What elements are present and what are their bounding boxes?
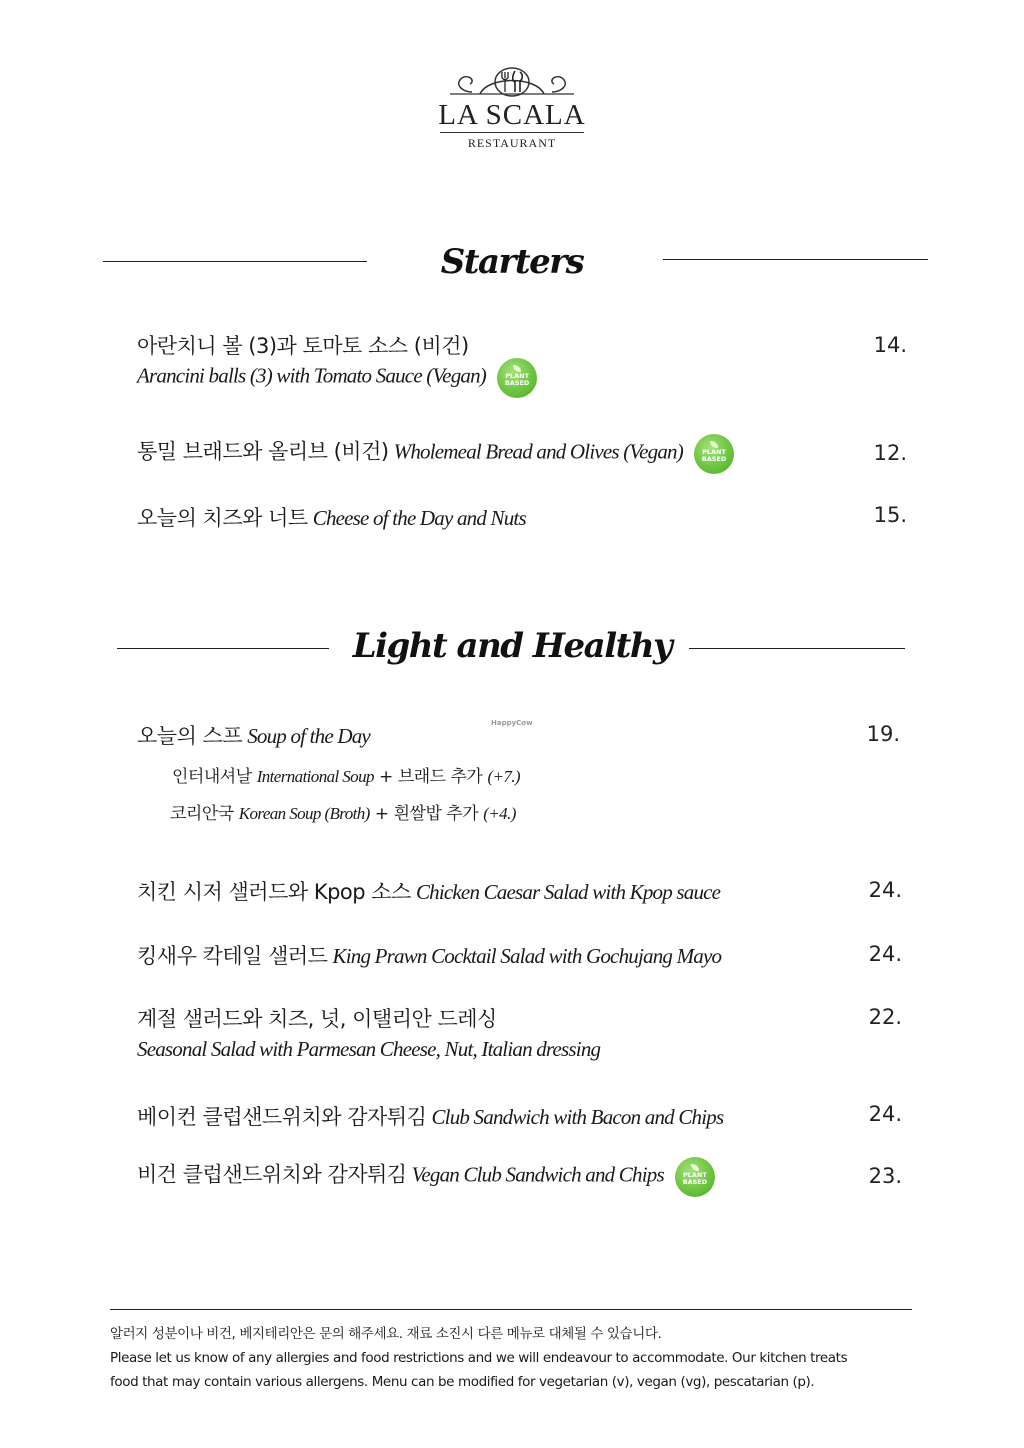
item-name-en: Club Sandwich with Bacon and Chips: [431, 1105, 724, 1129]
menu-item-club-sandwich: [137, 1101, 723, 1131]
section-title-starters: Starters: [440, 242, 584, 282]
item-name-en: Arancini balls (3) with Tomato Sauce (Vegan): [137, 363, 486, 388]
item-name-ko: 킹새우 칵테일 샐러드: [137, 944, 328, 968]
soup-option-international: 인터내셔날 International Soup + 브래드 추가 (+7.): [172, 767, 520, 787]
section-title-light-healthy: Light and Healthy: [352, 626, 672, 666]
allergy-notice: [110, 1322, 847, 1394]
item-name-ko: 통밀 브래드와 올리브 (비건): [137, 439, 389, 464]
item-price: 24.: [868, 878, 902, 902]
starters-rule-left: [103, 261, 367, 262]
item-name-ko: 비건 클럽샌드위치와 감자튀김: [137, 1162, 407, 1187]
item-name-ko: 베이컨 클럽샌드위치와 감자튀김: [137, 1105, 427, 1129]
healthy-rule-left: [117, 648, 329, 649]
item-price: 24.: [868, 942, 902, 966]
allergy-notice-en-1: Please let us know of any allergies and food restrictions and we will endeavour to accommodate. Our kitchen treats: [110, 1350, 848, 1366]
item-price: 23.: [868, 1164, 902, 1188]
item-name-en: Cheese of the Day and Nuts: [312, 506, 526, 530]
menu-item-bread-olives: [137, 434, 734, 474]
menu-item-king-prawn: [137, 940, 721, 970]
item-price: 15.: [873, 503, 907, 527]
restaurant-logo: [432, 62, 592, 162]
healthy-rule-right: [689, 648, 905, 649]
logo-subtitle: RESTAURANT: [467, 136, 557, 150]
logo-name: LA SCALA: [438, 99, 586, 131]
item-price: 14.: [873, 333, 907, 357]
menu-item-chicken-caesar: [137, 876, 720, 906]
menu-item-seasonal-salad: [137, 1003, 497, 1033]
logo-underline: [440, 132, 584, 133]
plant-based-badge-icon: PLANT BASED: [497, 358, 537, 398]
menu-item-seasonal-salad-en: [137, 1037, 600, 1062]
menu-item-vegan-club-sandwich: [137, 1157, 715, 1197]
item-name-en: Vegan Club Sandwich and Chips: [411, 1162, 664, 1187]
item-name-ko: 아란치니 볼 (3)과 토마토 소스 (비건): [137, 334, 469, 358]
plant-based-badge-icon: PLANT BASED: [694, 434, 734, 474]
item-name-en: Seasonal Salad with Parmesan Cheese, Nut, Italian dressing: [137, 1037, 601, 1061]
allergy-notice-en-2: food that may contain various allergens. Menu can be modified for vegetarian (v), vegan (vg), pescatarian (p).: [110, 1374, 815, 1390]
item-name-ko: 오늘의 스프: [137, 724, 243, 748]
menu-item-cheese-nuts: [137, 502, 526, 532]
logo-ornament-icon: [432, 62, 592, 102]
starters-rule-right: [663, 259, 928, 260]
menu-item-arancini: [137, 330, 469, 360]
item-name-ko: 치킨 시저 샐러드와 Kpop 소스: [137, 880, 411, 904]
item-name-ko: 오늘의 치즈와 너트: [137, 506, 308, 530]
item-name-en: Wholemeal Bread and Olives (Vegan): [393, 439, 683, 464]
item-price: 19.: [866, 722, 900, 746]
plant-based-badge-icon: PLANT BASED: [675, 1157, 715, 1197]
item-name-ko: 계절 샐러드와 치즈, 넛, 이탤리안 드레싱: [137, 1007, 497, 1031]
item-price: 12.: [873, 441, 907, 465]
item-price: 22.: [868, 1005, 902, 1029]
allergy-notice-ko: 알러지 성분이나 비건, 베지테리안은 문의 해주세요. 재료 소진시 다른 메뉴로 대체될 수 있습니다.: [110, 1326, 662, 1342]
menu-item-arancini-en: [137, 358, 537, 398]
item-name-en: Chicken Caesar Salad with Kpop sauce: [415, 880, 721, 904]
happycow-watermark: HappyCow: [491, 719, 533, 727]
soup-option-korean: 코리안국 Korean Soup (Broth) + 흰쌀밥 추가 (+4.): [170, 804, 516, 824]
footer-rule: [110, 1309, 912, 1310]
item-price: 24.: [868, 1102, 902, 1126]
item-name-en: Soup of the Day: [247, 724, 370, 748]
item-name-en: King Prawn Cocktail Salad with Gochujang Mayo: [332, 944, 722, 968]
menu-item-soup: [137, 720, 370, 750]
